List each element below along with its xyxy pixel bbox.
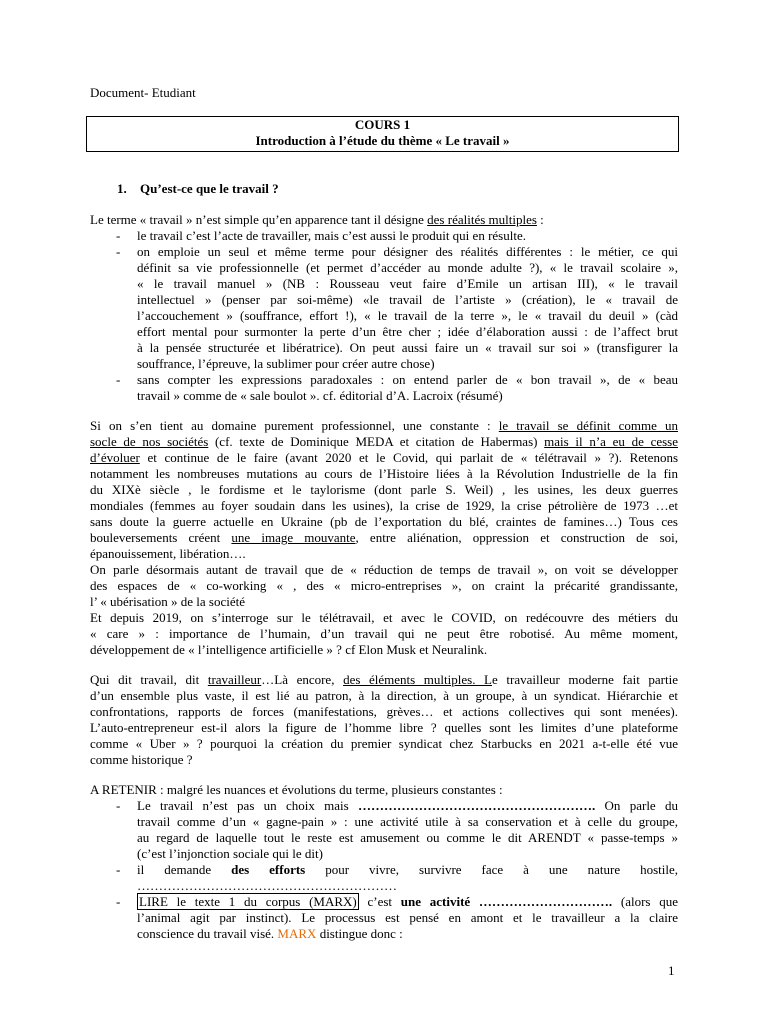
text-run: bouleversements créent <box>90 530 232 545</box>
text-run: Qui dit travail, dit <box>90 672 208 687</box>
text-run: il demande <box>137 862 232 877</box>
paragraph-line <box>90 434 678 450</box>
page-number: 1 <box>668 963 675 978</box>
bullet-dash: - <box>116 798 121 813</box>
retenir-bullet-3-line <box>137 926 678 942</box>
paragraph-line <box>90 450 678 466</box>
boxed-instruction: LIRE le texte 1 du corpus (MARX) <box>139 894 357 909</box>
bullet-dash: - <box>116 862 121 877</box>
bullet-2-line: l’accouchement » (souffrance, effort !), « le travail de la terre », le « travail du deuil » (càd <box>137 308 678 323</box>
bullet-dash: - <box>116 894 121 909</box>
section-title: Qu’est-ce que le travail ? <box>140 181 279 196</box>
document-label: Document- Etudiant <box>90 85 196 100</box>
paragraph-line: du XIXè siècle , le fordisme et le taylorisme (dont parle S. Weil) , les usines, les deux guerres <box>90 482 678 497</box>
retenir-bullet-3-line: l’animal agit par instinct). Le processus est pensé en amont et le travailleur a la claire <box>137 910 678 925</box>
text-run: c’est <box>358 894 401 909</box>
bullet-3-line: travail » comme de « sale boulot ». cf. éditorial d’A. Lacroix (résumé) <box>137 388 503 403</box>
retenir-bullet-1-line: (c’est l’injonction sociale qui le dit) <box>137 846 323 861</box>
paragraph-line <box>90 418 678 434</box>
text-run: On parle du <box>595 798 678 813</box>
paragraph-line: épanouissement, libération…. <box>90 546 246 561</box>
fill-in-blank: ………………………………………………. <box>358 798 596 813</box>
highlighted-name: MARX <box>277 926 317 941</box>
paragraph-line <box>90 530 678 546</box>
intro-colon: : <box>536 212 544 227</box>
text-run: e travailleur moderne fait partie <box>492 672 678 687</box>
text-run: pour vivre, survivre face à une nature hostile, <box>305 862 678 877</box>
section-number: 1. <box>117 181 127 196</box>
course-title-box <box>86 116 679 152</box>
paragraph-line <box>90 672 678 688</box>
paragraph-line: d’un ensemble plus vaste, il est lié au patron, à la direction, à un groupe, à un syndicat. Hiérarchie et <box>90 688 678 703</box>
text-run: Le travail n’est pas un choix mais <box>137 798 358 813</box>
underlined-run: travailleur <box>207 672 262 687</box>
paragraph-line: Et depuis 2019, on s’interroge sur le télétravail, et avec le COVID, on redécouvre des métiers du <box>90 610 678 625</box>
bullet-2-line: « le travail manuel » (NB : Rousseau veut faire d’Emile un artisan III), « le travail <box>137 276 678 291</box>
bullet-2-line: effort mental pour surmonter la perte d’un être cher ; idée d’élaboration aussi : de l’affect brut <box>137 324 678 339</box>
paragraph-line: On parle désormais autant de travail que de « réduction de temps de travail », on voit se développer <box>90 562 678 577</box>
text-run: et continue de le faire (avant 2020 et le Covid, qui parlait de « télétravail » ?). Retenons <box>139 450 678 465</box>
text-run: distingue donc : <box>316 926 403 941</box>
bullet-2-line: intellectuel » (penser par soi-même) «le travail de l’artiste » (création), le « travail de <box>137 292 678 307</box>
course-number: COURS 1 <box>354 117 411 132</box>
underlined-run: socle de nos sociétés <box>90 434 209 449</box>
paragraph-line: confrontations, rapports de forces (manifestations, grèves… et actions collectives qui sont menées). <box>90 704 678 719</box>
text-run: (cf. texte de Dominique MEDA et citation de Habermas) <box>208 434 545 449</box>
underlined-run: mais il n’a eu de cesse <box>544 434 678 449</box>
paragraph-line: comme « Uber » ? pourquoi la création du premier syndicat chez Starbucks en 2021 a-t-elle été vue <box>90 736 678 751</box>
intro-line <box>90 212 678 228</box>
paragraph-line: développement de « l’intelligence artificielle » ? cf Elon Musk et Neuralink. <box>90 642 488 657</box>
bullet-dash: - <box>116 372 121 387</box>
bold-run: une activité <box>400 894 471 909</box>
bullet-1: le travail c’est l’acte de travailler, mais c’est aussi le produit qui en résulte. <box>137 228 526 243</box>
bullet-2-line: on emploie un seul et même terme pour désigner des réalités différentes : le métier, ce qui <box>137 244 678 259</box>
course-title: Introduction à l’étude du thème « Le travail » <box>255 133 510 148</box>
bullet-2-line: définit sa vie professionnelle (et permet d’accéder au monde adulte ?), « le travail scolaire », <box>137 260 678 275</box>
bullet-dash: - <box>116 244 121 259</box>
paragraph-line: sans doute la guerre actuelle en Ukraine (pb de l’exportation du blé, craintes de famines…) Tous ces <box>90 514 678 529</box>
text-run: (alors que <box>612 894 678 909</box>
text-run: conscience du travail visé. <box>137 926 278 941</box>
retenir-bullet-2-line: …………………………………………………… <box>137 878 397 893</box>
text-run: , entre aliénation, oppression et construction de soi, <box>355 530 678 545</box>
underlined-run: une image mouvante <box>231 530 356 545</box>
underlined-run: le travail se définit comme un <box>498 418 678 433</box>
underlined-run: d’évoluer <box>90 450 140 465</box>
paragraph-line: L’auto-entrepreneur est-il alors la figure de l’homme libre ? quelles sont les limites d’une plateforme <box>90 720 678 735</box>
paragraph-line: des espaces de « co-working « , des « micro-entreprises », on craint la précarité grandissante, <box>90 578 678 593</box>
retenir-bullet-1-line <box>137 798 678 814</box>
bullet-2-line: à la pensée structurée et libératrice). On peut aussi faire un « travail sur soi » (transfigurer la <box>137 340 678 355</box>
paragraph-line: « care » : importance de l’humain, d’un travail qui ne peut être robotisé. Au même moment, <box>90 626 678 641</box>
bullet-dash: - <box>116 228 121 243</box>
section-heading <box>117 181 279 197</box>
bullet-3-line: sans compter les expressions paradoxales : on entend parler de « bon travail », de « beau <box>137 372 678 387</box>
text-run: Si on s’en tient au domaine purement professionnel, une constante : <box>90 418 499 433</box>
retenir-intro: A RETENIR : malgré les nuances et évolutions du terme, plusieurs constantes : <box>90 782 503 797</box>
retenir-bullet-2-line <box>137 862 678 878</box>
paragraph-line: l’ « ubérisation » de la société <box>90 594 245 609</box>
retenir-bullet-1-line: au regard de laquelle tout le reste est amusement ou comme le dit ARENDT « passe-temps » <box>137 830 678 845</box>
intro-text: Le terme « travail » n’est simple qu’en apparence tant il désigne <box>90 212 428 227</box>
fill-in-blank: …………………………. <box>470 894 613 909</box>
text-run: …Là encore, <box>261 672 344 687</box>
retenir-bullet-3-line <box>137 894 678 910</box>
paragraph-line: mondiales (femmes au foyer soudain dans les usines), la crise de 1929, la crise pétrolière de 1973 …et <box>90 498 678 513</box>
paragraph-line: notamment les nombreuses mutations au cours de l’Histoire liées à la Révolution Industrielle de la fin <box>90 466 678 481</box>
paragraph-line: comme historique ? <box>90 752 193 767</box>
bullet-2-line: souffrance, l’épreuve, la sublimer pour créer autre chose) <box>137 356 435 371</box>
retenir-bullet-1-line: travail comme d’un « gagne-pain » : une activité utile à sa conservation et à celle du groupe, <box>137 814 678 829</box>
bold-run: des efforts <box>231 862 306 877</box>
underlined-run: des éléments multiples. L <box>343 672 492 687</box>
intro-underlined: des réalités multiples <box>427 212 537 227</box>
